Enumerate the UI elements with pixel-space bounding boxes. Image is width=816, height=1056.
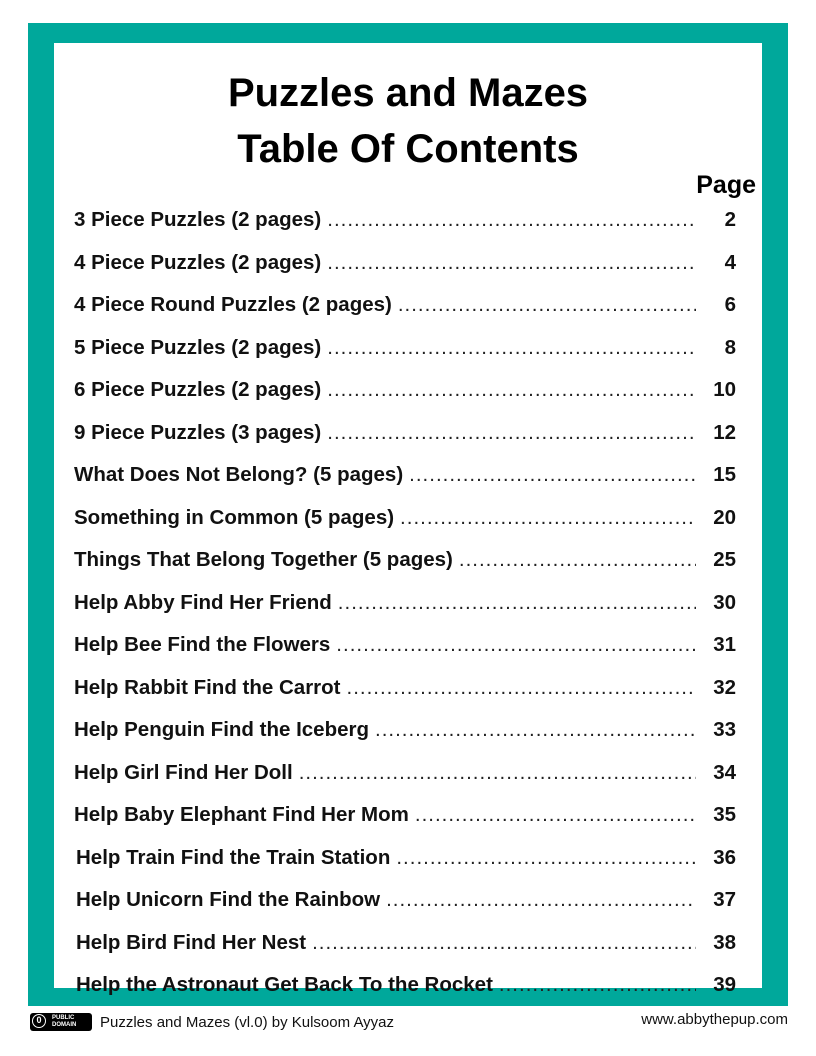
toc-entry-page: 6 bbox=[724, 293, 736, 316]
toc-entry-page: 25 bbox=[713, 548, 736, 571]
dot-leader bbox=[327, 369, 696, 412]
toc-entry-page: 30 bbox=[713, 590, 736, 614]
dot-leader bbox=[336, 624, 696, 667]
toc-entry-page: 37 bbox=[713, 888, 736, 911]
dot-leader bbox=[327, 412, 696, 455]
toc-entry[interactable] bbox=[74, 837, 736, 880]
toc-entry-label: Help Unicorn Find the Rainbow bbox=[76, 888, 381, 911]
public-domain-badge bbox=[30, 1013, 92, 1031]
dot-leader bbox=[386, 879, 696, 922]
toc-entry[interactable] bbox=[74, 454, 736, 497]
toc-entry[interactable] bbox=[74, 242, 736, 285]
toc-entry-page: 38 bbox=[713, 930, 736, 954]
toc-entry[interactable] bbox=[74, 284, 736, 327]
toc-entry-page: 31 bbox=[713, 633, 736, 656]
toc-entry-label: Help Train Find the Train Station bbox=[76, 845, 391, 869]
dot-leader bbox=[312, 922, 696, 965]
toc-entry-label: 4 Piece Round Puzzles (2 pages) bbox=[74, 293, 392, 316]
dot-leader bbox=[398, 284, 696, 327]
footer bbox=[30, 1013, 788, 1035]
toc-entry-page: 8 bbox=[724, 335, 736, 359]
public-domain-icon: 0 bbox=[32, 1014, 46, 1028]
toc-entry[interactable] bbox=[74, 794, 736, 837]
toc-list bbox=[74, 199, 736, 1007]
toc-entry-label: Help the Astronaut Get Back To the Rocket bbox=[76, 973, 493, 996]
toc-entry[interactable] bbox=[74, 964, 736, 1007]
toc-entry-label: Help Bee Find the Flowers bbox=[74, 633, 331, 656]
toc-entry[interactable] bbox=[74, 369, 736, 412]
toc-entry-page: 4 bbox=[724, 250, 736, 274]
toc-entry-label: What Does Not Belong? (5 pages) bbox=[74, 463, 404, 486]
toc-entry[interactable] bbox=[74, 922, 736, 965]
toc-entry-label: Help Penguin Find the Iceberg bbox=[74, 718, 369, 741]
toc-entry[interactable] bbox=[74, 879, 736, 922]
toc-entry[interactable] bbox=[74, 199, 736, 242]
dot-leader bbox=[459, 539, 696, 582]
toc-entry-page: 15 bbox=[713, 463, 736, 486]
toc-entry-page: 2 bbox=[724, 208, 736, 231]
dot-leader bbox=[299, 752, 696, 795]
toc-entry-label: 5 Piece Puzzles (2 pages) bbox=[74, 335, 322, 359]
dot-leader bbox=[499, 964, 696, 1007]
toc-entry-page: 20 bbox=[713, 505, 736, 529]
content-area bbox=[54, 43, 762, 996]
toc-entry[interactable] bbox=[74, 709, 736, 752]
dot-leader bbox=[415, 794, 696, 837]
toc-entry-label: Help Rabbit Find the Carrot bbox=[74, 675, 341, 699]
toc-entry-page: 34 bbox=[713, 760, 736, 784]
toc-entry[interactable] bbox=[74, 412, 736, 455]
page-column-header: Page bbox=[696, 171, 756, 199]
toc-entry-label: 6 Piece Puzzles (2 pages) bbox=[74, 378, 322, 401]
title-line-1: Puzzles and Mazes bbox=[227, 71, 589, 115]
dot-leader bbox=[396, 837, 696, 880]
badge-text: PUBLIC DOMAIN bbox=[52, 1015, 77, 1028]
toc-entry-page: 39 bbox=[713, 973, 736, 996]
toc-entry-page: 36 bbox=[713, 845, 736, 869]
toc-entry-label: 3 Piece Puzzles (2 pages) bbox=[74, 208, 322, 231]
dot-leader bbox=[327, 199, 696, 242]
toc-entry-label: 9 Piece Puzzles (3 pages) bbox=[74, 420, 322, 444]
toc-entry-label: Help Baby Elephant Find Her Mom bbox=[74, 803, 409, 826]
dot-leader bbox=[338, 582, 696, 625]
toc-entry-page: 35 bbox=[713, 803, 736, 826]
dot-leader bbox=[327, 242, 696, 285]
toc-entry[interactable] bbox=[74, 667, 736, 710]
page-border bbox=[28, 23, 788, 1006]
dot-leader bbox=[347, 667, 697, 710]
toc-entry[interactable] bbox=[74, 582, 736, 625]
dot-leader bbox=[400, 497, 696, 540]
toc-entry[interactable] bbox=[74, 624, 736, 667]
toc-entry-label: 4 Piece Puzzles (2 pages) bbox=[74, 250, 322, 274]
toc-entry-label: Help Bird Find Her Nest bbox=[76, 930, 307, 954]
title-line-2: Table Of Contents bbox=[237, 127, 579, 171]
dot-leader bbox=[409, 454, 696, 497]
toc-entry-page: 32 bbox=[713, 675, 736, 699]
toc-entry-page: 33 bbox=[713, 718, 736, 741]
dot-leader bbox=[327, 327, 696, 370]
toc-entry-page: 10 bbox=[713, 378, 736, 401]
toc-entry-label: Help Girl Find Her Doll bbox=[74, 760, 293, 784]
website-link[interactable]: www.abbythepup.com bbox=[641, 1011, 788, 1028]
toc-entry-label: Things That Belong Together (5 pages) bbox=[74, 548, 453, 571]
toc-entry-page: 12 bbox=[713, 420, 736, 444]
dot-leader bbox=[375, 709, 696, 752]
toc-entry[interactable] bbox=[74, 327, 736, 370]
toc-entry[interactable] bbox=[74, 497, 736, 540]
toc-entry[interactable] bbox=[74, 539, 736, 582]
toc-entry-label: Help Abby Find Her Friend bbox=[74, 590, 332, 614]
footer-credit: Puzzles and Mazes (vl.0) by Kulsoom Ayyaz bbox=[100, 1014, 395, 1031]
toc-entry-label: Something in Common (5 pages) bbox=[74, 505, 395, 529]
toc-entry[interactable] bbox=[74, 752, 736, 795]
